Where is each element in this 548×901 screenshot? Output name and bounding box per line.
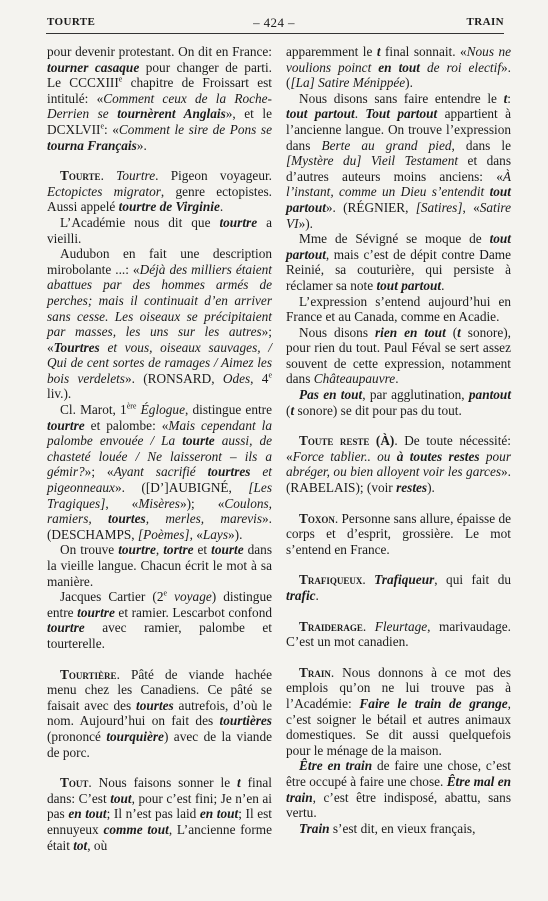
paragraph: Être en train de faire une chose, c’est être occupé à faire une chose. Être mal en train, c’est être indisposé, abattu, sans vertu. <box>286 758 511 821</box>
paragraph: Train s’est dit, en vieux français, <box>299 820 476 836</box>
paragraph: Pas en tout, par agglutination, pantout (t sonore) se dit pour pas du tout. <box>286 387 512 418</box>
paragraph: Audubon en fait une description mirobolante ...: «Déjà des milliers étaient abattues par des hommes armés de perches; mais il continuait d’en arriver sans cesse. Les oiseaux se précipitaient par masses, les uns sur les autres»; «Tourtres et vous, oiseaux sauvages, / Qui de cent sortes de ramages / Aimez les bois verdelets». (RONSARD, Odes, 4e liv.). <box>47 246 273 402</box>
left-column <box>47 44 272 853</box>
running-head-right: TRAIN <box>466 16 504 28</box>
dictionary-entry: Toute reste (À). De toute nécessité: «Force tablier.. ou à toutes restes pour abréger, ou bien alloyent voir les garces». (RABELAIS); (voir restes). <box>286 433 512 496</box>
running-head-left: TOURTE <box>47 16 96 28</box>
page-number: – 424 – <box>253 15 295 30</box>
paragraph: On trouve tourtre, tortre et tourte dans la vieille langue. Chacun écrit le mot à sa manière. <box>47 542 273 589</box>
paragraph: L’Académie nous dit que tourtre a vieilli. <box>47 214 272 246</box>
dictionary-entry: Tourtière. Pâté de viande hachée menu chez les Canadiens. Ce pâté se faisait avec des tourtes autrefois, d’où le nom. Aujourd’hui on fait des tourtières (prononcé tourquière) avec de la viande de porc. <box>47 666 272 760</box>
dictionary-entry: Traiderage. Fleurtage, marivaudage. C’est un mot canadien. <box>286 618 511 650</box>
dictionary-entry: Tourte. Tourtre. Pigeon voyageur. Ectopictes migrator, genre ectopistes. Aussi appelé tourtre de Virginie. <box>47 168 272 215</box>
paragraph: pour devenir protestant. On dit en France: tourner casaque pour changer de parti. Le CCCXIIIe chapitre de Froissart est intitulé: «Comment ceux de la Roche-Derrien se tournèrent Anglais», et le DCXLVIIe: «Comment le sire de Pons se tourna Français». <box>47 44 273 153</box>
dictionary-entry: Tout. Nous faisons sonner le t final dans: C’est tout, pour c’est fini; Je n’en ai pas en tout; Il n’est pas laid en tout; Il est ennuyeux comme tout, L’ancienne forme était tot, où <box>47 775 272 853</box>
paragraph: apparemment le t final sonnait. «Nous ne voulions poinct en tout de roi electif». ([La] Satire Ménippée). <box>286 44 511 91</box>
right-column <box>286 44 511 836</box>
paragraph: Mme de Sévigné se moque de tout partout, mais c’est de dépit contre Dame Reinié, sa couturière, qui persiste à réclamer sa note tout partout. <box>286 231 511 293</box>
paragraph: Nous disons rien en tout (t sonore), pour rien du tout. Paul Féval se sert assez souvent de cette expression, notamment dans Châteaupauvre. <box>286 324 511 387</box>
paragraph: Jacques Cartier (2e voyage) distingue entre tourtre et ramier. Lescarbot confond tourtre avec ramier, palombe et tourterelle. <box>47 588 272 651</box>
paragraph: Nous disons sans faire entendre le t: tout partout. Tout partout appartient à l’ancienne langue. On trouve l’expression dans Berte au grand pied, dans le [Mystère du] Vieil Testament et dans d’autres auteurs moins anciens: «À l’instant, comme un Dieu s’entendit tout partout». (RÉGNIER, [Satires], «Satire VI»). <box>286 90 512 231</box>
dictionary-entry: Trafiqueux. Trafiqueur, qui fait du trafic. <box>286 572 511 603</box>
header-rule <box>46 33 504 34</box>
dictionary-entry: Toxon. Personne sans allure, épaisse de corps et d’esprit, grossière. Le mot s’entend en France. <box>286 510 512 557</box>
paragraph: L’expression s’entend aujourd’hui en France et au Canada, comme en Acadie. <box>286 293 511 325</box>
paragraph: Cl. Marot, 1ère Églogue, distingue entre tourtre et palombe: «Mais cependant la palombe envouée / La tourte aussi, de chasteté louée / Ne laisseront – ils a gémir?»; «Ayant sacrifié tourtres et pigeonneaux». ([D’]AUBIGNÉ, [Les Tragiques], «Misères»); «Coulons, ramiers, tourtes, merles, marevis». (DESCHAMPS, [Poèmes], «Lays»). <box>47 401 272 542</box>
dictionary-entry: Train. Nous donnons à ce mot des emplois qu’on ne lui trouve pas à l’Académie: Faire le train de grange, c’est soigner le bétail et autres animaux domestiques. Se dit aussi quelquefois pour le ménage de la maison. <box>286 664 511 758</box>
